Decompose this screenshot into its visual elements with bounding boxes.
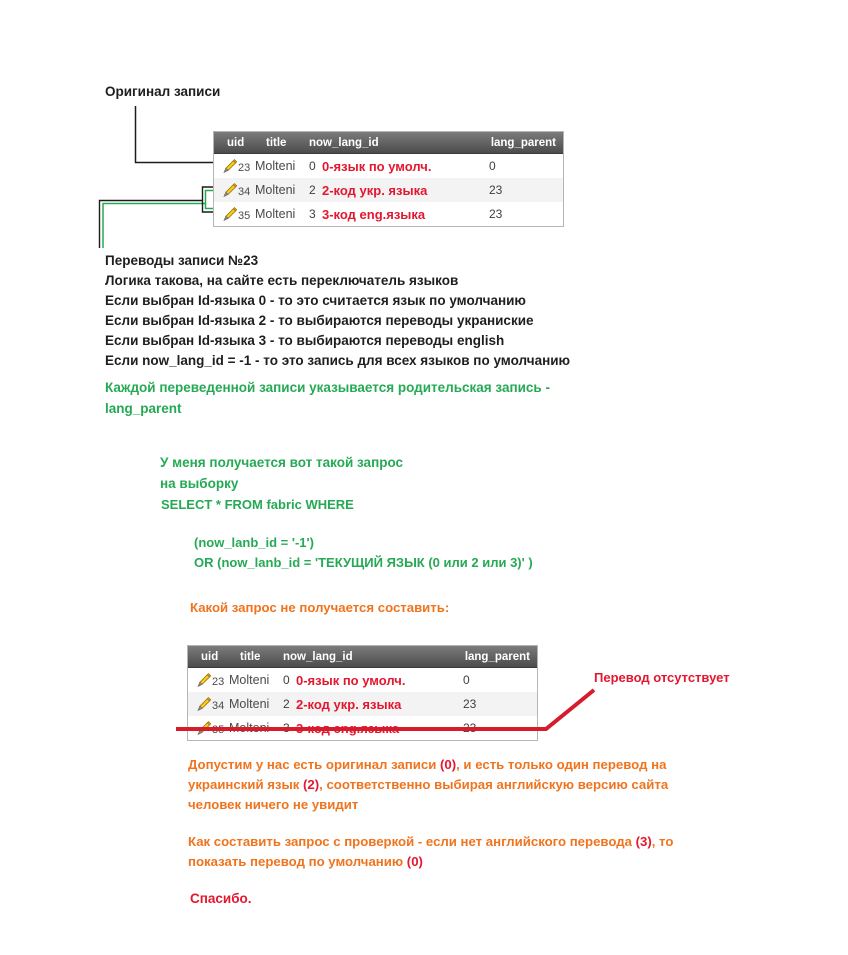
translations-connector-black-line xyxy=(100,201,203,249)
column-header-lang-parent: lang_parent xyxy=(464,650,530,663)
column-header-title: title xyxy=(266,136,287,149)
edit-pencil-icon[interactable] xyxy=(197,672,211,688)
lang-parent-value: 23 xyxy=(489,207,503,221)
table-row xyxy=(214,202,563,226)
note-line: Если now_lang_id = -1 - то это запись для всех языков по умолчанию xyxy=(105,353,571,368)
uid-value: 35 xyxy=(212,724,225,736)
table-row xyxy=(188,692,537,716)
records-table-query xyxy=(187,645,538,741)
sql-select-clause: SELECT * FROM fabric WHERE xyxy=(161,497,354,512)
now-lang-id-value: 2 xyxy=(309,183,316,197)
title-value: Molteni xyxy=(229,697,270,711)
edit-pencil-icon[interactable] xyxy=(223,206,237,222)
note-text: Допустим у нас есть оригинал записи xyxy=(188,757,440,772)
edit-pencil-icon[interactable] xyxy=(223,158,237,174)
now-lang-id-value: 3 xyxy=(283,721,290,735)
original-record-label: Оригинал записи xyxy=(105,84,221,99)
table-row xyxy=(188,668,537,692)
missing-translation-label: Перевод отсутствует xyxy=(594,670,730,685)
rows-bracket-black xyxy=(203,187,214,212)
original-record-connector-line xyxy=(136,106,214,163)
column-header-title: title xyxy=(240,650,261,663)
translations-connector-green-line xyxy=(103,204,205,249)
column-header-now-lang-id: now_lang_id xyxy=(283,650,353,663)
table-header-row xyxy=(214,132,563,154)
uid-cell xyxy=(197,720,229,736)
title-value: Molteni xyxy=(229,721,270,735)
note-line: на выборку xyxy=(160,476,239,491)
table-row xyxy=(214,154,563,178)
table-row-struck xyxy=(188,716,537,740)
question-label: Какой запрос не получается составить: xyxy=(190,600,450,615)
column-header-lang-parent: lang_parent xyxy=(490,136,556,149)
lang-description: 3-код eng.языка xyxy=(296,720,400,736)
uid-value: 34 xyxy=(212,700,225,712)
sql-condition-line: (now_lanb_id = '-1') xyxy=(194,535,314,550)
edit-pencil-icon[interactable] xyxy=(197,720,211,736)
title-value: Molteni xyxy=(255,207,296,221)
explanation-paragraph xyxy=(188,755,668,815)
uid-cell xyxy=(197,672,229,688)
now-lang-id-value: 0 xyxy=(283,673,290,687)
rows-bracket-green xyxy=(206,191,214,209)
lang-parent-value: 0 xyxy=(463,673,470,687)
lang-id-highlight: (2) xyxy=(303,777,320,792)
note-line: Переводы записи №23 xyxy=(105,253,259,268)
note-line xyxy=(188,852,673,872)
note-line: Если выбран Id-языка 2 - то выбираются переводы украниские xyxy=(105,313,534,328)
note-text: Как составить запрос с проверкой - если нет английского перевода xyxy=(188,834,636,849)
lang-description: 0-язык по умолч. xyxy=(296,672,406,688)
note-line: человек ничего не увидит xyxy=(188,797,359,812)
lang-parent-value: 0 xyxy=(489,159,496,173)
edit-pencil-icon[interactable] xyxy=(223,182,237,198)
column-header-uid: uid xyxy=(227,136,245,149)
note-text: украинский язык xyxy=(188,777,303,792)
lang-parent-value: 23 xyxy=(463,697,477,711)
uid-value: 23 xyxy=(212,676,225,688)
uid-value: 23 xyxy=(238,162,251,174)
note-line: Логика такова, на сайте есть переключатель языков xyxy=(105,273,459,288)
lang-description: 3-код eng.языка xyxy=(322,206,426,222)
note-text: показать перевод по умолчанию xyxy=(188,854,407,869)
lang-parent-value: 23 xyxy=(489,183,503,197)
thanks-label: Спасибо. xyxy=(190,891,252,906)
lang-id-highlight: (0) xyxy=(406,854,423,869)
lang-id-highlight: (3) xyxy=(635,834,652,849)
lang-parent-value: 23 xyxy=(463,721,477,735)
table-row xyxy=(214,178,563,202)
title-value: Molteni xyxy=(255,159,296,173)
note-line xyxy=(188,775,668,795)
lang-id-highlight: (0) xyxy=(439,757,457,772)
note-line: lang_parent xyxy=(105,401,182,416)
now-lang-id-value: 3 xyxy=(309,207,316,221)
title-value: Molteni xyxy=(229,673,270,687)
note-line: Если выбран Id-языка 0 - то это считается язык по умолчанию xyxy=(105,293,526,308)
note-line xyxy=(188,832,673,852)
uid-cell xyxy=(223,182,255,198)
note-line xyxy=(188,755,668,775)
column-header-now-lang-id: now_lang_id xyxy=(309,136,379,149)
now-lang-id-value: 0 xyxy=(309,159,316,173)
note-text: , то xyxy=(651,834,674,849)
uid-value: 35 xyxy=(238,210,251,222)
title-value: Molteni xyxy=(255,183,296,197)
note-text: , и есть только один перевод на xyxy=(456,757,667,772)
uid-value: 34 xyxy=(238,186,251,198)
records-table-original xyxy=(213,131,564,227)
lang-description: 2-код укр. языка xyxy=(296,696,402,712)
request-paragraph xyxy=(188,832,673,872)
sql-conditions xyxy=(194,533,533,573)
edit-pencil-icon[interactable] xyxy=(197,696,211,712)
note-line: У меня получается вот такой запрос xyxy=(160,455,404,470)
note-text: , соответственно выбирая английскую версию сайта xyxy=(319,777,669,792)
query-intro xyxy=(160,452,403,494)
sql-condition-line: OR (now_lanb_id = 'ТЕКУЩИЙ ЯЗЫК (0 или 2 или 3)' ) xyxy=(194,555,533,570)
lang-parent-note xyxy=(105,377,550,419)
logic-notes xyxy=(105,251,570,371)
now-lang-id-value: 2 xyxy=(283,697,290,711)
note-line: Если выбран Id-языка 3 - то выбираются переводы english xyxy=(105,333,505,348)
lang-description: 0-язык по умолч. xyxy=(322,158,432,174)
uid-cell xyxy=(197,696,229,712)
uid-cell xyxy=(223,206,255,222)
note-line: Каждой переведенной записи указывается родительская запись - xyxy=(105,380,550,395)
table-header-row xyxy=(188,646,537,668)
column-header-uid: uid xyxy=(201,650,219,663)
uid-cell xyxy=(223,158,255,174)
lang-description: 2-код укр. языка xyxy=(322,182,428,198)
